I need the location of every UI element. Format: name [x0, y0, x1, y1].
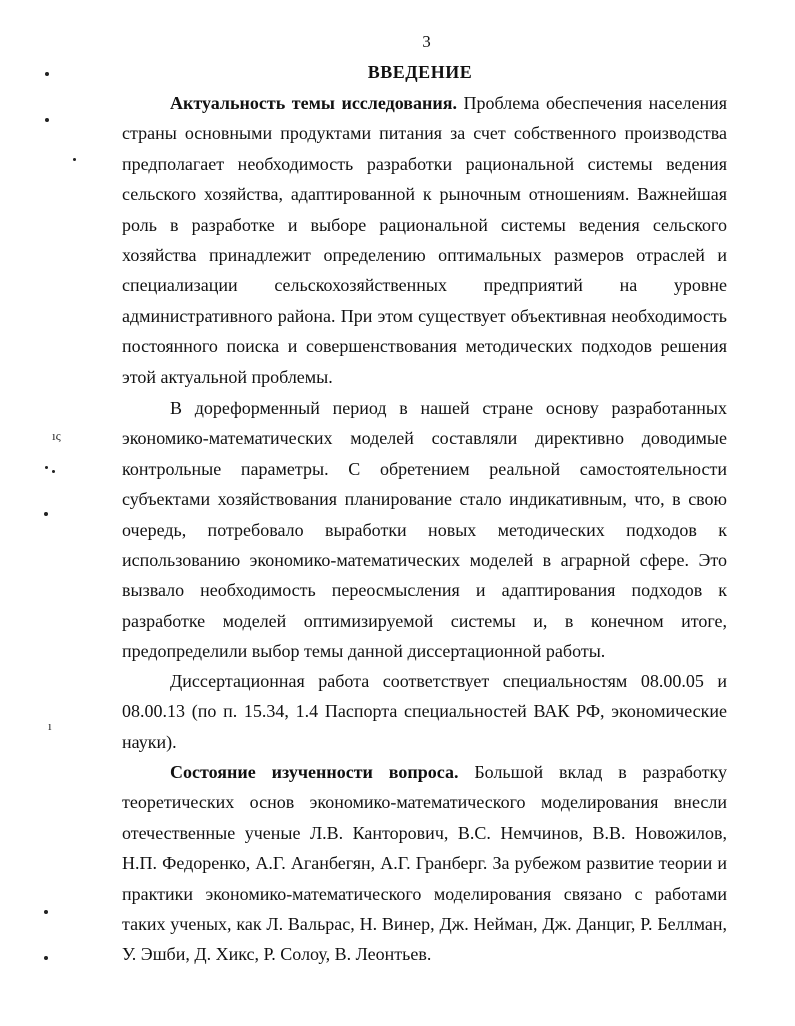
paragraph-relevance — [122, 88, 727, 392]
scan-speck — [73, 158, 76, 161]
scan-speck — [45, 118, 49, 122]
paragraph-text: В дореформенный период в нашей стране основу разработанных экономико-математических моделей составляли директивно доводимые контрольные параметры. С обретением реальной самостоятельности субъектами хозяйствования планирование стало индикативным, что, в свою очередь, потребовало выработки новых методических подходов к использованию экономико-математических моделей в аграрной сфере. Это вызвало необходимость переосмысления и адаптирования подходов к разработке моделей оптимизируемой системы и, в конечном итоге, предопределили выбор темы данной диссертационной работы. — [122, 398, 727, 662]
scan-speck — [44, 910, 48, 914]
paragraph-lead: Состояние изученности вопроса. — [170, 762, 459, 782]
margin-mark: ı — [48, 718, 52, 733]
paragraph-text: Проблема обеспечения населения страны основными продуктами питания за счет собственного производства предполагает необходимость разработки рациональной системы ведения сельского хозяйства, адаптированной к рыночным отношениям. Важнейшая роль в разработке и выборе рациональной системы ведения сельского хозяйства принадлежит определению оптимальных размеров отраслей и специализации сельскохозяйственных предприятий на уровне административного района. При этом существует объективная необходимость постоянного поиска и совершенствования методических подходов решения этой актуальной проблемы. — [122, 93, 728, 387]
page-title: ВВЕДЕНИЕ — [367, 62, 473, 82]
scan-speck — [44, 512, 48, 516]
scan-speck — [45, 72, 49, 76]
margin-mark: ıς — [52, 428, 61, 443]
paragraph-state-of-knowledge — [122, 757, 727, 970]
paragraph-lead: Актуальность темы исследования. — [170, 93, 458, 113]
paragraph-pre-reform — [122, 393, 727, 667]
scan-speck — [44, 956, 48, 960]
paragraph-text: Диссертационная работа соответствует специальностям 08.00.05 и 08.00.13 (по п. 15.34, 1.4 Паспорта специальностей ВАК РФ, экономические науки). — [122, 671, 727, 752]
paragraph-specialties — [122, 666, 727, 757]
scan-speck — [45, 466, 48, 469]
paragraph-text: Большой вклад в разработку теоретических основ экономико-математического моделирования внесли отечественные ученые Л.В. Канторович, В.С. Немчинов, В.В. Новожилов, Н.П. Федоренко, А.Г. Аганбегян, А.Г. Гранберг. За рубежом развитие теории и практики экономико-математического моделирования связано с работами таких ученых, как Л. Вальрас, Н. Винер, Дж. Нейман, Дж. Данциг, Р. Беллман, У. Эшби, Д. Хикс, Р. Солоу, В. Леонтьев. — [122, 762, 727, 965]
page-number: 3 — [422, 32, 431, 51]
scan-speck — [52, 470, 55, 473]
